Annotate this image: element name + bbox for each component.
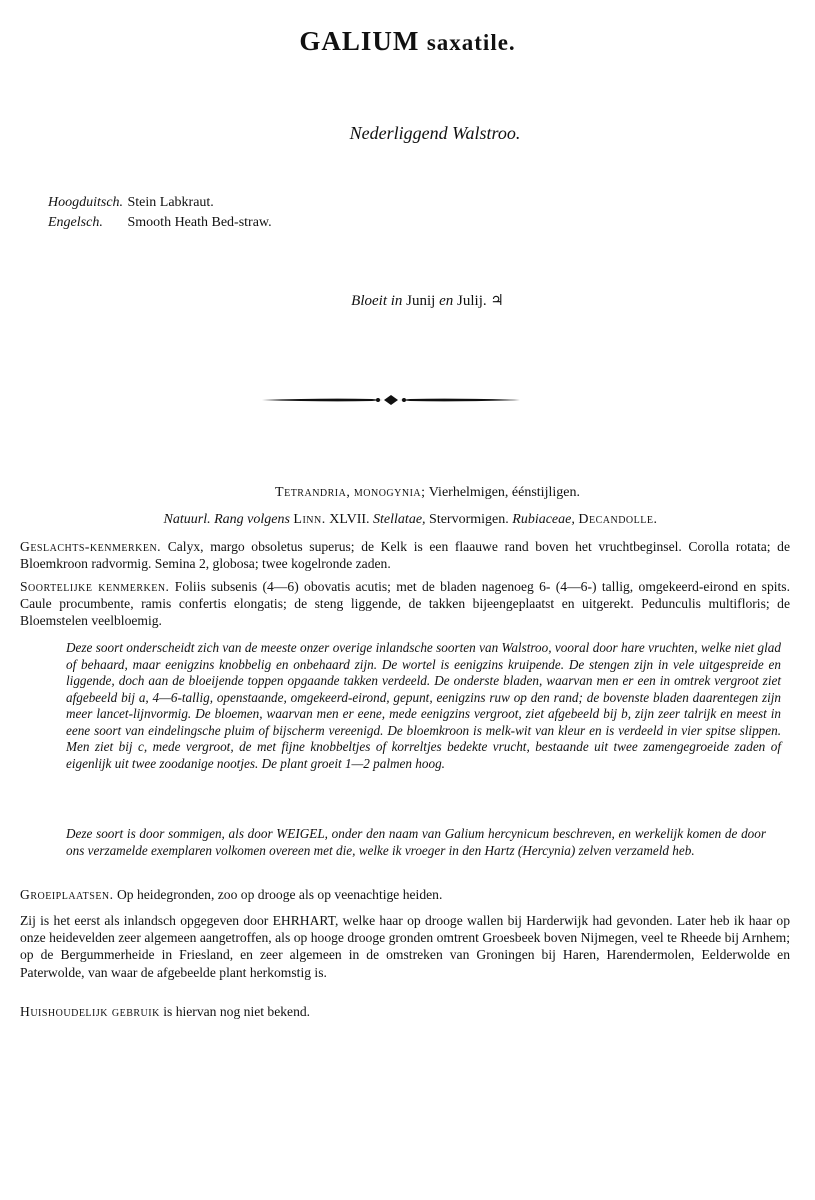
common-names — [48, 193, 272, 233]
description-paragraph: Deze soort onderscheidt zich van de meeste onzer overige inlandsche soorten van Walstroo, vooral door hare vruchten, welke niet glad of behaard, maar eenigzins knobbelig en onbehaard zijn. De wortel is eenigzins kruipende. De stengen zijn in vele uitgespreide en liggende, doch aan de bloeijende toppen opgaande takken verdeeld. De onderste bladen, waarvan men er een in omtrek vergroot ziet afgebeeld bij a, 4—6-tallig, openstaande, omgekeerd-eirond, gepunt, eenigzins ruw op den rand; de bovenste bladen daarentegen zijn meer lancet-lijnvormig. De bloemen, waarvan men er eene, mede eenigzins vergroot, ziet afgebeeld bij b, zijn zeer talrijk en meest in eene soort van eindelingsche pluim of bijscherm vereenigd. De bloemkroon is melk-wit van kleur en is verdeeld in vier spitse slippen. Men ziet bij c, mede vergroot, de met fijne knobbeltjes of korreltjes bedekte vrucht, bestaande uit twee zamengegroeide zaden of eigenlijk uit twee zoodanige nootjes. De plant groeit 1—2 palmen hoog. — [66, 640, 781, 771]
common-name: Stein Labkraut. — [127, 195, 214, 210]
family-latin: Stellatae, — [373, 512, 426, 527]
common-name: Smooth Heath Bed-straw. — [127, 215, 272, 230]
species-characters — [20, 578, 790, 629]
genus-characters-text: Calyx, margo obsoletus superus; de Kelk is een flaauwe rand boven het vruchtbeginsel. Corolla rotata; de Bloemkroon radvormig. Semina 2, globosa; twee kogelronde zaden. — [20, 539, 790, 571]
common-name-row — [48, 213, 272, 233]
species-name: saxatile. — [426, 30, 516, 55]
habitat — [20, 886, 790, 903]
class-name: Tetrandria, — [275, 485, 351, 500]
family-dutch: Stervormigen. — [429, 512, 509, 527]
bloom-period — [0, 291, 815, 310]
species-characters-text: Foliis subsenis (4—6) obovatis acutis; met de bladen nagenoeg 6- (4—6-) tallig, omgekeerd-eirond en spits. Caule procumbente, ramis confertis elongatis; de steng liggende, de takken bijeengeplaatst en uitgerekt. Pedunculis multifloris; de Bloemstelen veelbloemig. — [20, 579, 790, 628]
author-decandolle: Decandolle. — [578, 512, 658, 527]
rank-number: XLVII. — [329, 512, 370, 527]
household-use — [20, 1003, 790, 1020]
language-label: Engelsch. — [48, 215, 103, 230]
habitat-heading: Groeiplaatsen. — [20, 887, 114, 902]
linnaean-classification — [0, 485, 815, 501]
household-use-heading: Huishoudelijk gebruik — [20, 1004, 160, 1019]
habitat-text: Op heidegronden, zoo op drooge als op veenachtige heiden. — [116, 887, 443, 902]
synonym-paragraph: Deze soort is door sommigen, als door WEIGEL, onder den naam van Galium hercynicum beschreven, en werkelijk komen de door ons verzamelde exemplaren volkomen overeen met die, welke ik vroeger in den Hartz (Hercynia) zelven verzameld heb. — [66, 826, 766, 858]
ornament-divider — [262, 393, 520, 407]
genus-characters — [20, 538, 790, 572]
bloom-month: Junij — [406, 293, 436, 309]
order-name: monogynia; — [353, 485, 426, 500]
perennial-symbol: ♃ — [490, 293, 504, 309]
bloom-month: Julij. — [457, 293, 487, 309]
natural-rank — [0, 512, 815, 528]
family-rubiaceae: Rubiaceae, — [512, 512, 575, 527]
genus-name: GALIUM — [299, 26, 420, 56]
genus-characters-heading: Geslachts-kenmerken. — [20, 539, 162, 554]
natural-rank-label: Natuurl. Rang volgens — [163, 512, 290, 527]
dutch-name: Nederliggend Walstroo. — [349, 123, 521, 143]
common-name-row — [48, 193, 272, 213]
bloom-prefix: Bloeit in — [351, 293, 403, 309]
species-characters-heading: Soortelijke kenmerken. — [20, 579, 170, 594]
page-title — [0, 26, 815, 57]
language-label: Hoogduitsch. — [48, 195, 124, 210]
classification-dutch: Vierhelmigen, éénstijligen. — [428, 485, 580, 500]
bloom-connector: en — [439, 293, 454, 309]
household-use-text: is hiervan nog niet bekend. — [163, 1004, 311, 1019]
linnaeus-name: Linn. — [293, 512, 326, 527]
localities-paragraph: Zij is het eerst als inlandsch opgegeven door EHRHART, welke haar op drooge wallen bij Harderwijk had gevonden. Later heb ik haar op onze heidevelden zeer algemeen aangetroffen, als op hooge drooge gronden omtrent Groesbeek boven Nijmegen, veel te Rheede bij Arnhem; op de Bergummerheide in Friesland, en zeer algemeen in de omstreken van Groningen bij Haren, Harendermolen, Eelderwolde en Paterwolde, van waar de afgebeelde plant herkomstig is. — [20, 913, 790, 980]
